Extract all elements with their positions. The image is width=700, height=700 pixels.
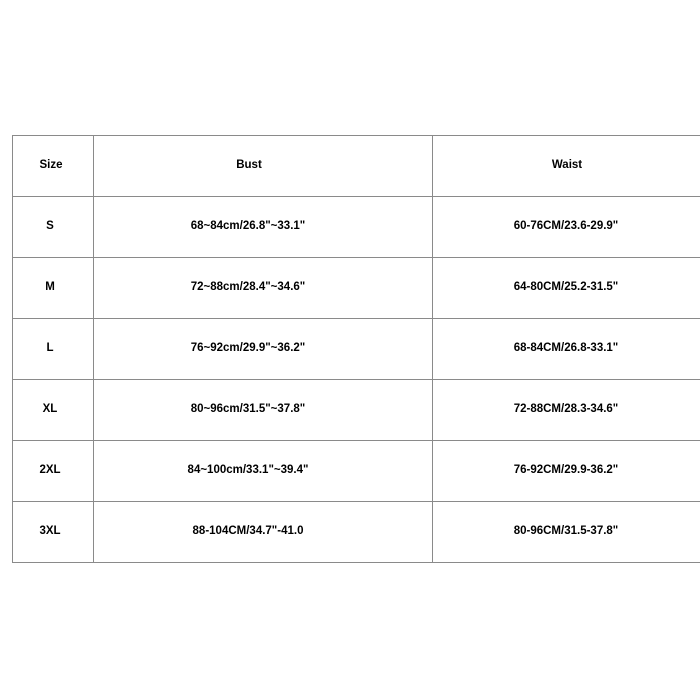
cell-size — [13, 502, 94, 563]
size-value: XL — [42, 403, 58, 416]
waist-value: 60-76CM/23.6-29.9" — [513, 220, 619, 233]
cell-bust — [94, 258, 433, 319]
bust-value: 68~84cm/26.8"~33.1" — [190, 220, 306, 233]
size-value: 2XL — [39, 464, 61, 477]
waist-value: 76-92CM/29.9-36.2" — [513, 464, 619, 477]
header-cell-size — [13, 136, 94, 197]
header-label-waist: Waist — [551, 159, 583, 172]
cell-size — [13, 319, 94, 380]
table-header-row — [13, 136, 700, 197]
cell-bust — [94, 197, 433, 258]
bust-value: 76~92cm/29.9"~36.2" — [190, 342, 306, 355]
cell-waist — [433, 197, 700, 258]
cell-size — [13, 441, 94, 502]
waist-value: 80-96CM/31.5-37.8" — [513, 525, 619, 538]
header-cell-waist — [433, 136, 700, 197]
waist-value: 68-84CM/26.8-33.1" — [513, 342, 619, 355]
size-value: M — [45, 281, 55, 294]
cell-bust — [94, 441, 433, 502]
cell-waist — [433, 258, 700, 319]
table-row — [13, 441, 700, 502]
bust-value: 88-104CM/34.7"-41.0 — [192, 525, 304, 538]
size-chart-table — [12, 135, 700, 563]
cell-waist — [433, 441, 700, 502]
cell-bust — [94, 502, 433, 563]
cell-bust — [94, 380, 433, 441]
bust-value: 84~100cm/33.1"~39.4" — [187, 464, 309, 477]
cell-waist — [433, 502, 700, 563]
size-chart-container — [12, 135, 688, 563]
table-row — [13, 380, 700, 441]
size-value: S — [46, 220, 54, 233]
waist-value: 64-80CM/25.2-31.5" — [513, 281, 619, 294]
waist-value: 72-88CM/28.3-34.6" — [513, 403, 619, 416]
cell-size — [13, 380, 94, 441]
header-cell-bust — [94, 136, 433, 197]
cell-waist — [433, 380, 700, 441]
header-label-bust: Bust — [236, 159, 262, 172]
bust-value: 80~96cm/31.5"~37.8" — [190, 403, 306, 416]
table-row — [13, 197, 700, 258]
bust-value: 72~88cm/28.4"~34.6" — [190, 281, 306, 294]
size-value: 3XL — [39, 525, 61, 538]
cell-waist — [433, 319, 700, 380]
table-row — [13, 258, 700, 319]
table-row — [13, 502, 700, 563]
cell-size — [13, 258, 94, 319]
header-label-size: Size — [39, 159, 63, 172]
table-row — [13, 319, 700, 380]
size-value: L — [46, 342, 54, 355]
cell-bust — [94, 319, 433, 380]
cell-size — [13, 197, 94, 258]
